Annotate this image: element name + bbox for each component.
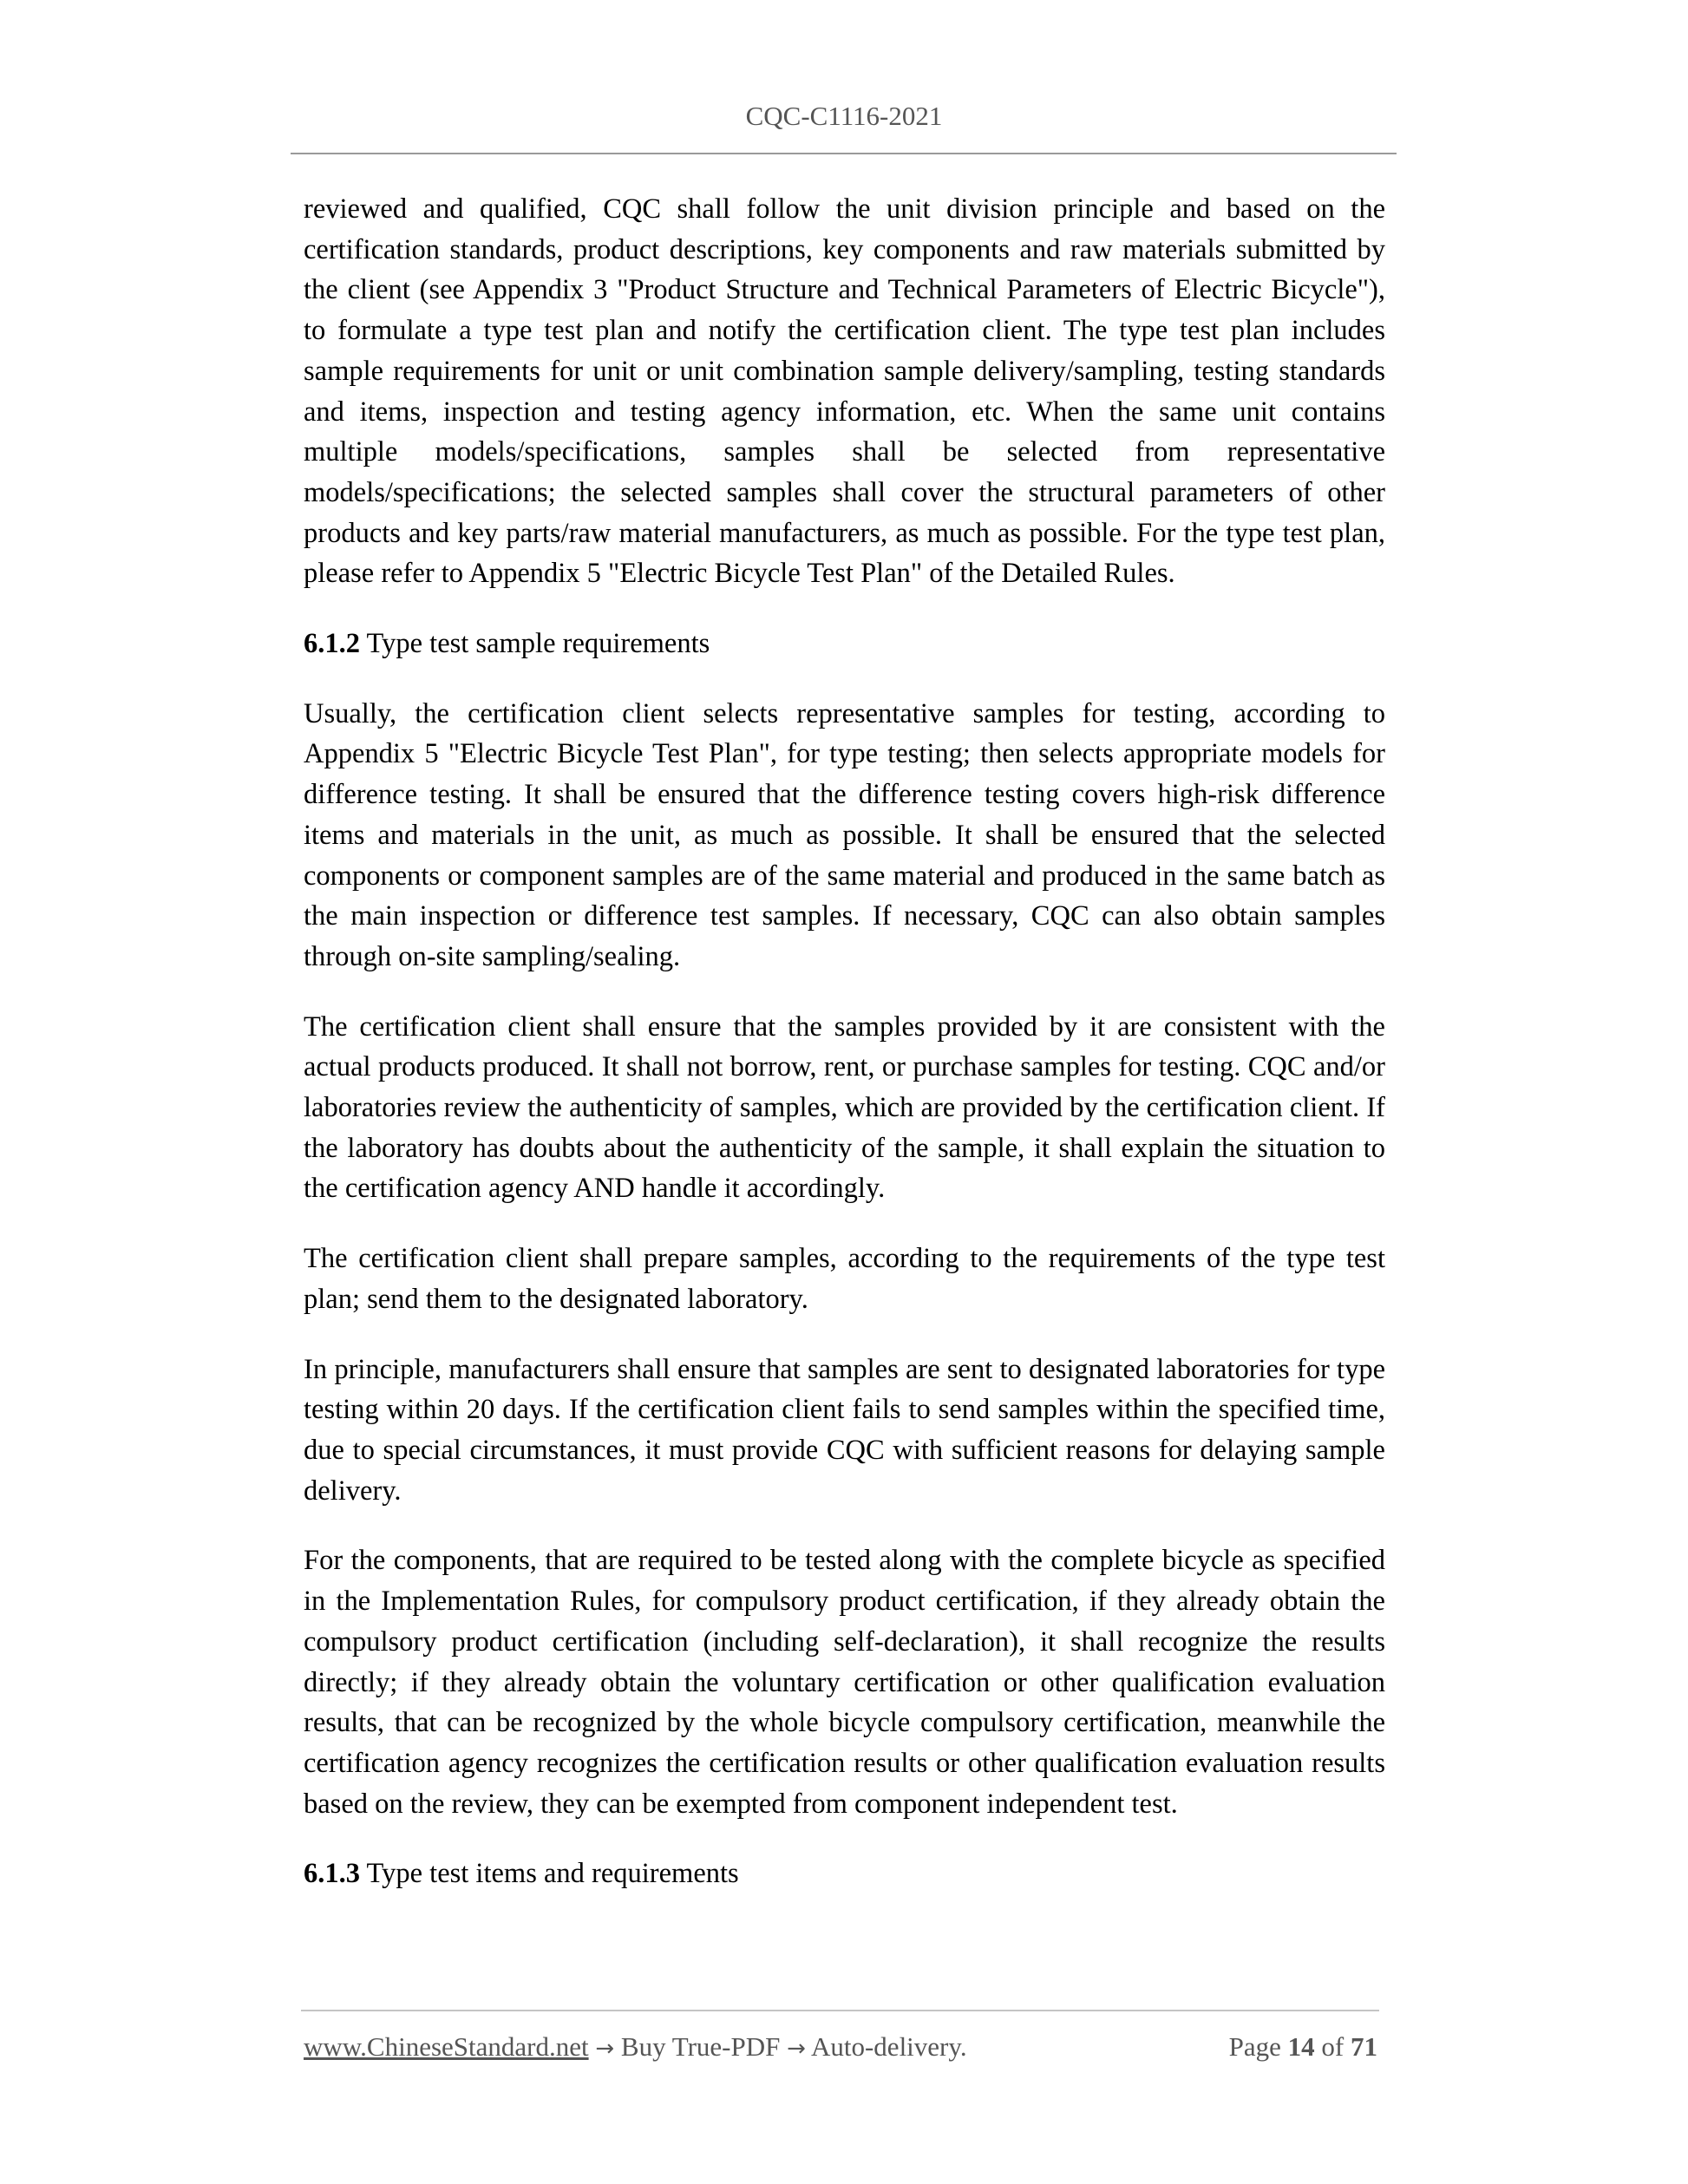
page-footer: [304, 2030, 1377, 2066]
paragraph-spacer: [304, 1824, 1385, 1854]
paragraph-sample-authenticity: The certification client shall ensure that the samples provided by it are consistent with the actual products produced. It shall not borrow, rent, or purchase samples for testing. CQC and/or laboratories review the authenticity of samples, which are provided by the certification client. If the laboratory has doubts about the authenticity of the sample, it shall explain the situation to the certification agency AND handle it accordingly.: [304, 1010, 1385, 1205]
of-label: of: [1321, 2031, 1345, 2062]
footer-divider: [301, 2010, 1379, 2011]
paragraph-sample-selection: Usually, the certification client selects representative samples for testing, according to Appendix 5 "Electric Bicycle Test Plan", for type testing; then selects appropriate models for difference testing. It shall be ensured that the difference testing covers high-risk difference items and materials in the unit, as much as possible. It shall be ensured that the selected components or component samples are of the same material and produced in the same batch as the main inspection or difference test samples. If necessary, CQC can also obtain samples through on-site sampling/sealing.: [304, 697, 1385, 972]
paragraph-spacer: [304, 1320, 1385, 1350]
buy-true-pdf-text: Buy True-PDF: [620, 2031, 781, 2062]
paragraph-sample-preparation: The certification client shall prepare samples, according to the requirements of the type test plan; send them to the designated laboratory.: [304, 1243, 1385, 1315]
page-current: 14: [1287, 2031, 1315, 2062]
auto-delivery-text: Auto-delivery.: [810, 2031, 967, 2062]
arrow-right-icon: →: [787, 2036, 806, 2062]
paragraph-sample-delivery-deadline: In principle, manufacturers shall ensure that samples are sent to designated laboratories for type testing within 20 days. If the certification client fails to send samples within the specified time, due to special circumstances, it must provide CQC with sufficient reasons for delaying sample delivery.: [304, 1353, 1385, 1507]
section-heading-6-1-2: [304, 624, 1385, 664]
paragraph-spacer: [304, 1209, 1385, 1239]
paragraph-component-exemption: For the components, that are required to be tested along with the complete bicycle as specified in the Implementation Rules, for compulsory product certification, if they already obtain the compulsory product certification (including self-declaration), it shall recognize the results directly; if they already obtain the voluntary certification or other qualification evaluation results, that can be recognized by the whole bicycle compulsory certification, meanwhile the certification agency recognizes the certification results or other qualification evaluation results based on the review, they can be exempted from component independent test.: [304, 1545, 1385, 1820]
page-content: [304, 189, 1385, 1894]
section-title: Type test sample requirements: [366, 628, 710, 660]
header-divider: [291, 153, 1397, 154]
paragraph-spacer: [304, 594, 1385, 624]
section-number: 6.1.2: [304, 628, 360, 660]
paragraph-spacer: [304, 1511, 1385, 1540]
document-code-header: CQC-C1116-2021: [745, 101, 943, 131]
chinesestandard-link[interactable]: www.ChineseStandard.net: [304, 2031, 589, 2062]
page-label: Page: [1228, 2031, 1281, 2062]
page-total: 71: [1351, 2031, 1377, 2062]
footer-promo: [304, 2030, 967, 2066]
section-title: Type test items and requirements: [366, 1858, 739, 1890]
page-number: [1229, 2030, 1377, 2066]
arrow-right-icon: →: [595, 2036, 615, 2062]
paragraph-type-test-plan: reviewed and qualified, CQC shall follow the unit division principle and based on the certification standards, product descriptions, key components and raw materials submitted by the client (see Appendix 3 "Product Structure and Technical Parameters of Electric Bicycle"), to formulate a type test plan and notify the certification client. The type test plan includes sample requirements for unit or unit combination sample delivery/sampling, testing standards and items, inspection and testing agency information, etc. When the same unit contains multiple models/specifications, samples shall be selected from representative models/specifications; the selected samples shall cover the structural parameters of other products and key parts/raw material manufacturers, as much as possible. For the type test plan, please refer to Appendix 5 "Electric Bicycle Test Plan" of the Detailed Rules.: [304, 193, 1385, 590]
section-heading-6-1-3: [304, 1854, 1385, 1894]
paragraph-spacer: [304, 978, 1385, 1007]
section-number: 6.1.3: [304, 1858, 360, 1890]
paragraph-spacer: [304, 664, 1385, 694]
